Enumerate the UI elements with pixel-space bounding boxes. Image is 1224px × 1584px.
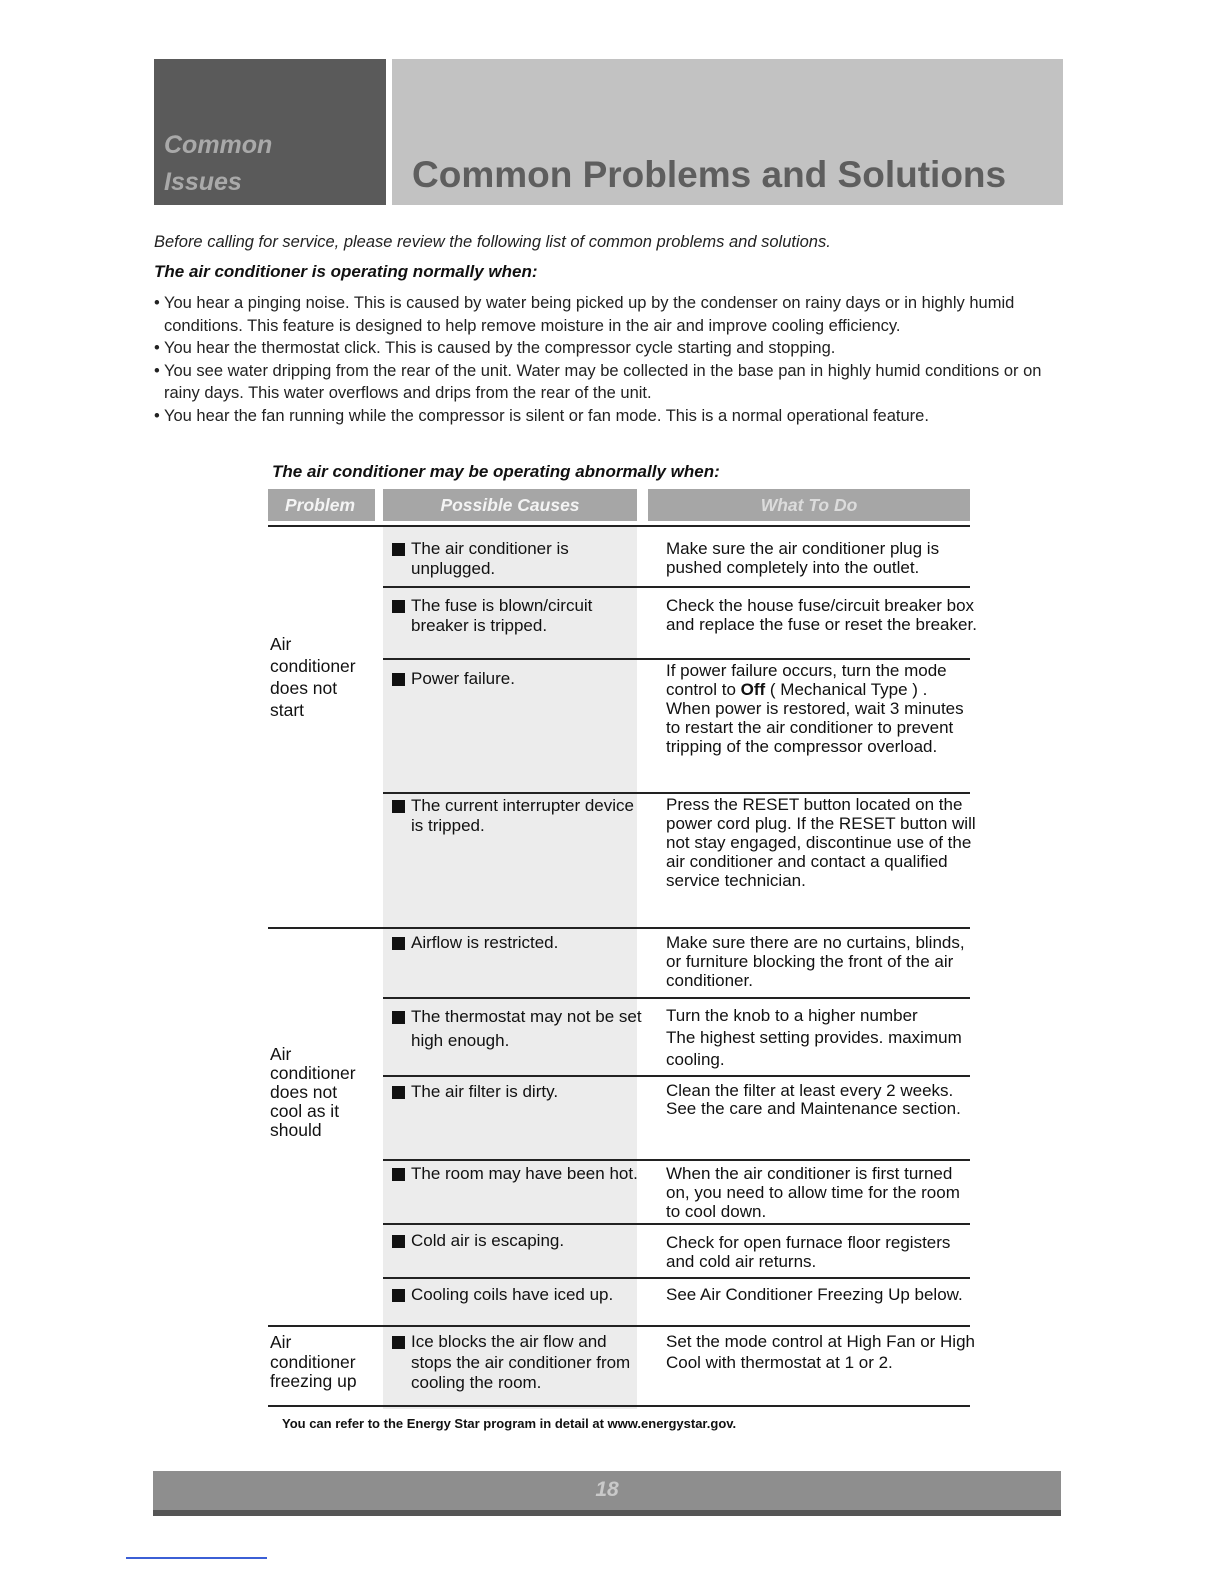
cause-power-failure: Power failure.: [392, 669, 642, 689]
bullet-square: [392, 600, 405, 613]
cause-coils-iced: Cooling coils have iced up.: [392, 1285, 642, 1305]
problem-does-not-cool: Air conditioner does not cool as it should: [270, 1044, 356, 1140]
footer-bar: [153, 1471, 1061, 1516]
fix-cold-air: Check for open furnace floor registers and cold air returns.: [666, 1233, 951, 1271]
divider: [383, 1223, 970, 1225]
cause-cold-air: Cold air is escaping.: [392, 1231, 642, 1251]
list-item: • You hear the thermostat click. This is caused by the compressor cycle starting and stopping.: [154, 337, 1059, 360]
fix-room-hot: When the air conditioner is first turned on, you need to allow time for the room to cool down.: [666, 1164, 960, 1221]
page-number: 18: [595, 1478, 619, 1501]
troubleshooting-table: [268, 525, 977, 1409]
divider: [383, 997, 970, 999]
bullet-square: [392, 1086, 405, 1099]
bullet-square: [392, 1336, 405, 1349]
section-label-line2: Issues: [164, 168, 242, 196]
bullet-square: [392, 800, 405, 813]
divider: [268, 927, 970, 929]
divider: [383, 586, 970, 588]
divider: [383, 658, 970, 660]
bullet-square: [392, 937, 405, 950]
fix-power-failure: If power failure occurs, turn the mode control to Off ( Mechanical Type ) . When power is restored, wait 3 minutes to restart the air conditioner to prevent tripping of the compressor overload.: [666, 661, 964, 756]
normal-bullet-list: [154, 292, 1059, 427]
cause-thermostat: The thermostat may not be set high enough.: [392, 1005, 642, 1053]
cause-fuse: The fuse is blown/circuit breaker is tripped.: [392, 596, 642, 635]
fix-ice-blocks: Set the mode control at High Fan or High Cool with thermostat at 1 or 2.: [666, 1332, 975, 1372]
page-title: Common Problems and Solutions: [412, 154, 1007, 195]
column-header-problem: Problem: [268, 489, 375, 521]
fix-filter: Clean the filter at least every 2 weeks. See the care and Maintenance section.: [666, 1081, 961, 1118]
divider: [383, 792, 970, 794]
cause-filter: The air filter is dirty.: [392, 1082, 642, 1102]
bullet-square: [392, 1011, 405, 1024]
cause-airflow: Airflow is restricted.: [392, 933, 642, 953]
divider: [383, 1075, 970, 1077]
abnormal-heading: The air conditioner may be operating abnormally when:: [272, 462, 720, 481]
cause-room-hot: The room may have been hot.: [392, 1164, 642, 1184]
energy-star-footnote: You can refer to the Energy Star program in detail at www.energystar.gov.: [282, 1416, 737, 1431]
normal-heading: The air conditioner is operating normally when:: [154, 262, 538, 281]
bullet-square: [392, 1168, 405, 1181]
link-underline: [126, 1557, 267, 1559]
cause-unplugged: The air conditioner is unplugged.: [392, 539, 642, 578]
section-tab: [154, 59, 386, 205]
divider: [383, 1277, 970, 1279]
problem-freezing-up: Air conditioner freezing up: [270, 1332, 357, 1391]
divider: [268, 525, 970, 527]
problem-does-not-start: Air conditioner does not start: [270, 634, 356, 720]
bullet-square: [392, 673, 405, 686]
fix-fuse: Check the house fuse/circuit breaker box and replace the fuse or reset the breaker.: [666, 596, 977, 634]
fix-interrupter: Press the RESET button located on the power cord plug. If the RESET button will not stay engaged, discontinue use of the air conditioner and contact a qualified service technician.: [666, 795, 976, 890]
column-header-causes: Possible Causes: [383, 489, 637, 521]
column-header-what-to-do: What To Do: [648, 489, 970, 521]
divider: [383, 1159, 970, 1161]
intro-text: Before calling for service, please review the following list of common problems and solutions.: [154, 233, 831, 251]
bullet-square: [392, 1289, 405, 1302]
cause-ice-blocks: Ice blocks the air flow and stops the air conditioner from cooling the room.: [392, 1332, 642, 1394]
fix-airflow: Make sure there are no curtains, blinds, or furniture blocking the front of the air conditioner.: [666, 933, 965, 990]
list-item: • You hear a pinging noise. This is caused by water being picked up by the condenser on rainy days or in highly humid conditions. This feature is designed to help remove moisture in the air and improve cooling efficiency.: [154, 292, 1059, 337]
fix-thermostat: Turn the knob to a higher number The highest setting provides. maximum cooling.: [666, 1006, 962, 1069]
section-label-line1: Common: [164, 131, 273, 159]
fix-coils-iced: See Air Conditioner Freezing Up below.: [666, 1285, 963, 1304]
footer-shade: [153, 1510, 1061, 1516]
cause-interrupter: The current interrupter device is tripped.: [392, 796, 642, 835]
list-item: • You hear the fan running while the compressor is silent or fan mode. This is a normal operational feature.: [154, 405, 1059, 428]
fix-unplugged: Make sure the air conditioner plug is pushed completely into the outlet.: [666, 539, 940, 577]
divider: [268, 1325, 970, 1327]
bullet-square: [392, 543, 405, 556]
divider: [268, 1405, 970, 1407]
list-item: • You see water dripping from the rear of the unit. Water may be collected in the base pan in highly humid conditions or on rainy days. This water overflows and drips from the rear of the unit.: [154, 360, 1059, 405]
title-banner: [392, 59, 1063, 205]
bullet-square: [392, 1235, 405, 1248]
